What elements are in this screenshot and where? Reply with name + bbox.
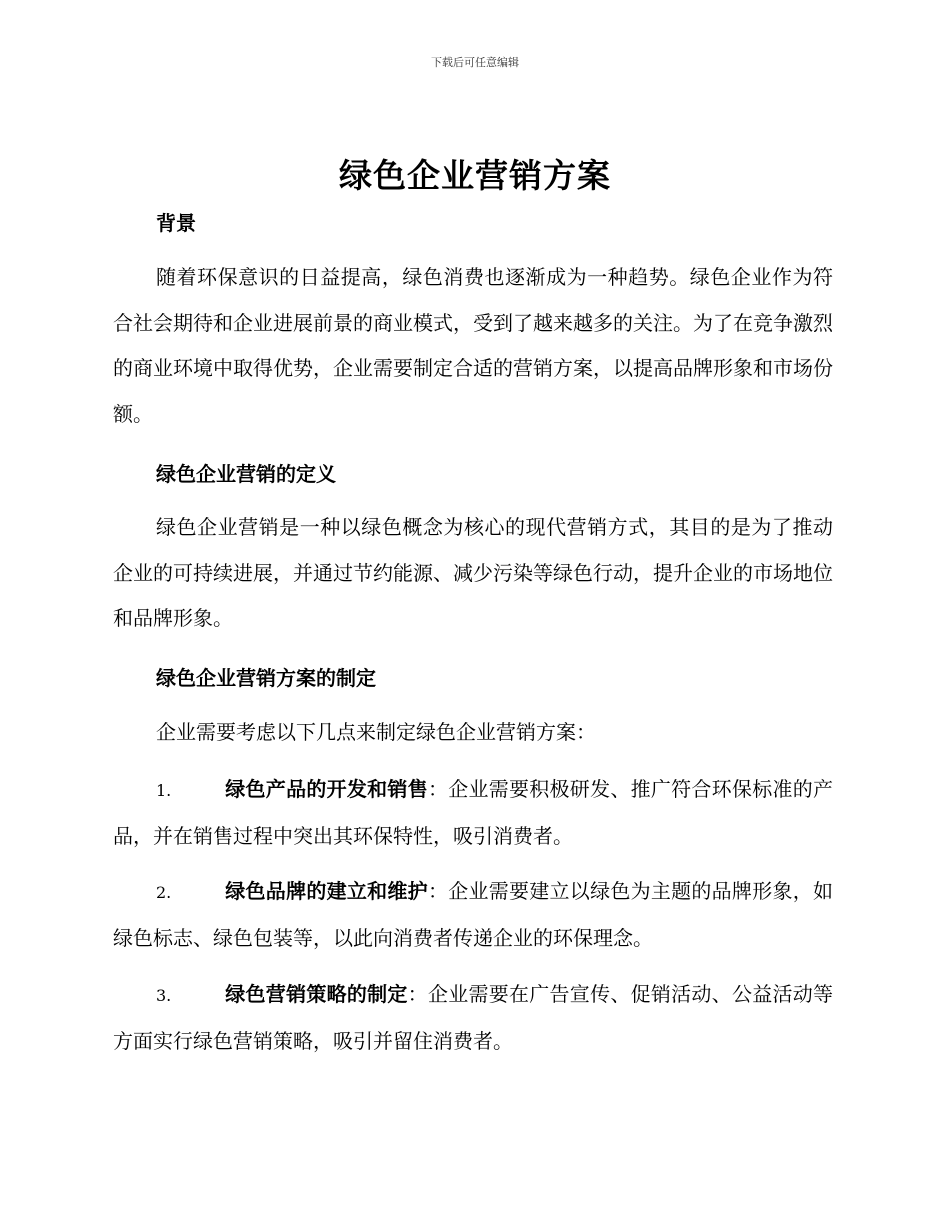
list-item-number: 1. (156, 781, 172, 800)
section-heading-plan: 绿色企业营销方案的制定 (156, 666, 376, 690)
section-paragraph-plan-intro: 企业需要考虑以下几点来制定绿色企业营销方案： (156, 720, 596, 744)
list-item-title: 绿色品牌的建立和维护 (225, 879, 428, 903)
section-heading-background: 背景 (156, 211, 196, 235)
list-item-text: ：企业需要积极研发、推广符合环保标准的产品，并在销售过程中突出其环保特性，吸引消费者。 (113, 777, 834, 848)
document-title: 绿色企业营销方案 (339, 156, 611, 195)
page-header-note: 下载后可任意编辑 (431, 56, 519, 69)
list-item-title: 绿色营销策略的制定 (225, 982, 408, 1006)
list-item-text: ：企业需要建立以绿色为主题的品牌形象，如绿色标志、绿色包装等，以此向消费者传递企业的环保理念。 (113, 879, 834, 950)
section-paragraph-definition: 绿色企业营销是一种以绿色概念为核心的现代营销方式，其目的是为了推动企业的可持续进展，并通过节约能源、减少污染等绿色行动，提升企业的市场地位和品牌形象。 (113, 515, 833, 630)
list-item (113, 869, 833, 961)
list-item-number: 3. (156, 986, 172, 1005)
section-paragraph-background: 随着环保意识的日益提高，绿色消费也逐渐成为一种趋势。绿色企业作为符合社会期待和企业进展前景的商业模式，受到了越来越多的关注。为了在竞争激烈的商业环境中取得优势，企业需要制定合适的营销方案，以提高品牌形象和市场份额。 (113, 265, 833, 426)
list-item-text: ：企业需要在广告宣传、促销活动、公益活动等方面实行绿色营销策略，吸引并留住消费者。 (113, 982, 834, 1053)
section-heading-definition: 绿色企业营销的定义 (156, 462, 336, 486)
list-item (113, 767, 833, 859)
list-item-number: 2. (156, 883, 172, 902)
list-item-title: 绿色产品的开发和销售 (225, 777, 428, 801)
list-item (113, 972, 833, 1064)
